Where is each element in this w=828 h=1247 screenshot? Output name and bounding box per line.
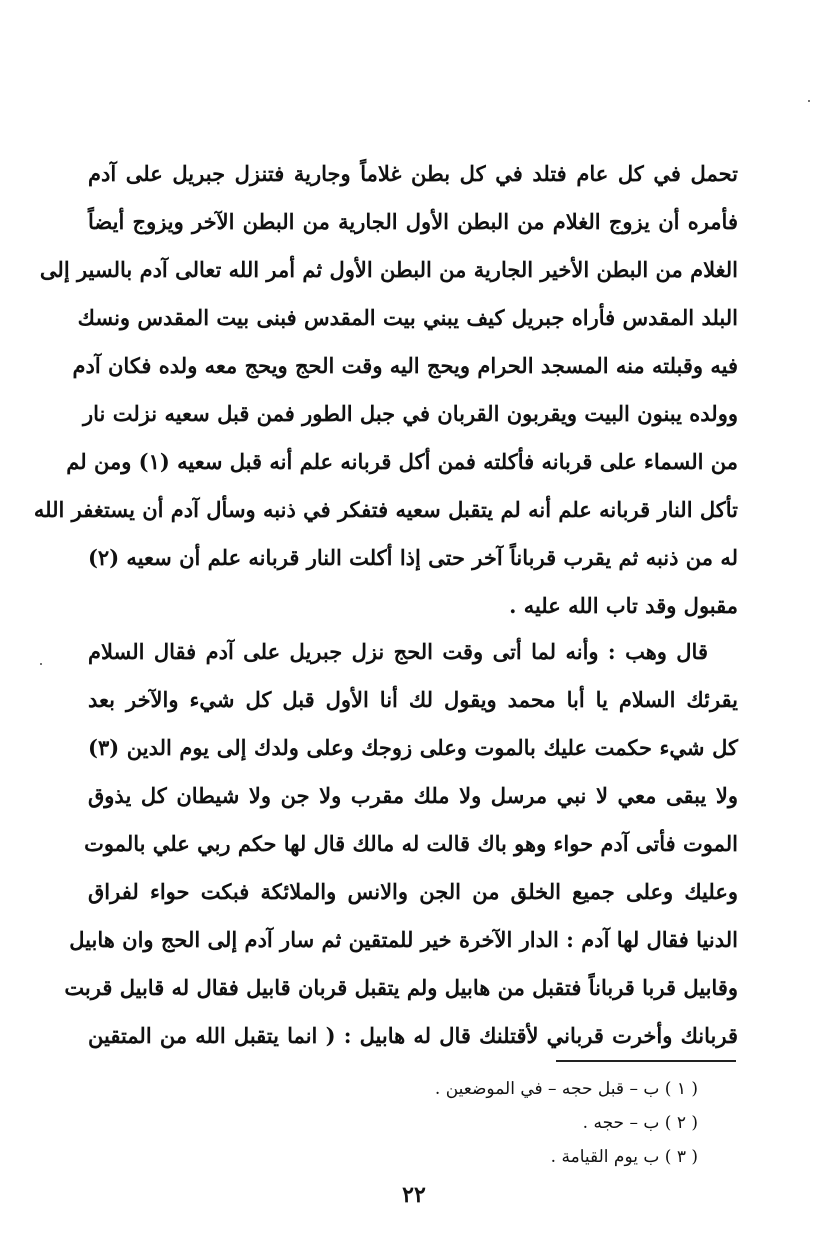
- text-line: ولا يبقى معي لا نبي مرسل ولا ملك مقرب ولا جن ولا شيطان كل يذوق: [88, 783, 738, 808]
- footnote-3: ( ٣ ) ب يوم القيامة .: [550, 1147, 698, 1167]
- text-line: الغلام من البطن الأخير الجارية من البطن الأول ثم أمر الله تعالى آدم بالسير إلى: [39, 257, 738, 282]
- text-line: قربانك وأخرت قرباني لأقتلنك قال له هابيل : ( انما يتقبل الله من المتقين: [88, 1023, 738, 1048]
- scan-speck: [808, 100, 810, 102]
- text-line: وولده يبنون البيت ويقربون القربان في جبل الطور فمن قبل سعيه نزلت نار: [83, 401, 738, 426]
- scan-speck: [40, 663, 42, 665]
- text-line: يقرئك السلام يا أبا محمد ويقول لك أنا الأول قبل كل شيء والآخر بعد: [88, 687, 738, 712]
- text-line: تأكل النار قربانه علم أنه لم يتقبل سعيه فتفكر في ذنبه وسأل آدم أن يستغفر الله: [33, 497, 738, 522]
- text-line: الموت فأتى آدم حواء وهو باك قالت له مالك قال لها حكم ربي علي بالموت: [84, 831, 738, 856]
- text-line: وقابيل قربا قرباناً فتقبل من هابيل ولم يتقبل قربان قابيل فقال له قابيل قربت: [64, 975, 738, 1000]
- text-line: كل شيء حكمت عليك بالموت وعلى زوجك وعلى ولدك إلى يوم الدين (٣): [88, 735, 738, 760]
- paragraph-1: [33, 150, 738, 630]
- footnote-separator: [556, 1060, 736, 1062]
- text-line: مقبول وقد تاب الله عليه .: [509, 593, 738, 618]
- text-line: من السماء على قربانه فأكلته فمن أكل قربانه علم أنه قبل سعيه (١) ومن لم: [66, 449, 738, 474]
- text-line: فيه وقبلته منه المسجد الحرام ويحج اليه وقت الحج ويحج معه ولده فكان آدم: [72, 353, 738, 378]
- paragraph-2: [64, 628, 738, 1060]
- text-line: وعليك وعلى جميع الخلق من الجن والانس والملائكة فبكت حواء لفراق: [88, 879, 738, 904]
- text-line: قال وهب : وأنه لما أتى وقت الحج نزل جبريل على آدم فقال السلام: [88, 639, 708, 664]
- footnote-1: ( ١ ) ب – قبل حجه – في الموضعين .: [434, 1079, 698, 1099]
- text-line: له من ذنبه ثم يقرب قرباناً آخر حتى إذا أكلت النار قربانه علم أن سعيه (٢): [87, 545, 738, 570]
- footnotes: [198, 1072, 698, 1174]
- page-number: ٢٢: [402, 1182, 426, 1208]
- text-line: تحمل في كل عام فتلد في كل بطن غلاماً وجارية فتنزل جبريل على آدم: [88, 161, 738, 186]
- text-line: الدنيا فقال لها آدم : الدار الآخرة خير للمتقين ثم سار آدم إلى الحج وان هابيل: [69, 927, 738, 952]
- text-line: البلد المقدس فأراه جبريل كيف يبني بيت المقدس فبنى بيت المقدس ونسك: [77, 305, 738, 330]
- footnote-2: ( ٢ ) ب – حجه .: [582, 1113, 698, 1133]
- text-line: فأمره أن يزوج الغلام من البطن الأول الجارية من البطن الآخر ويزوج أيضاً: [88, 209, 738, 234]
